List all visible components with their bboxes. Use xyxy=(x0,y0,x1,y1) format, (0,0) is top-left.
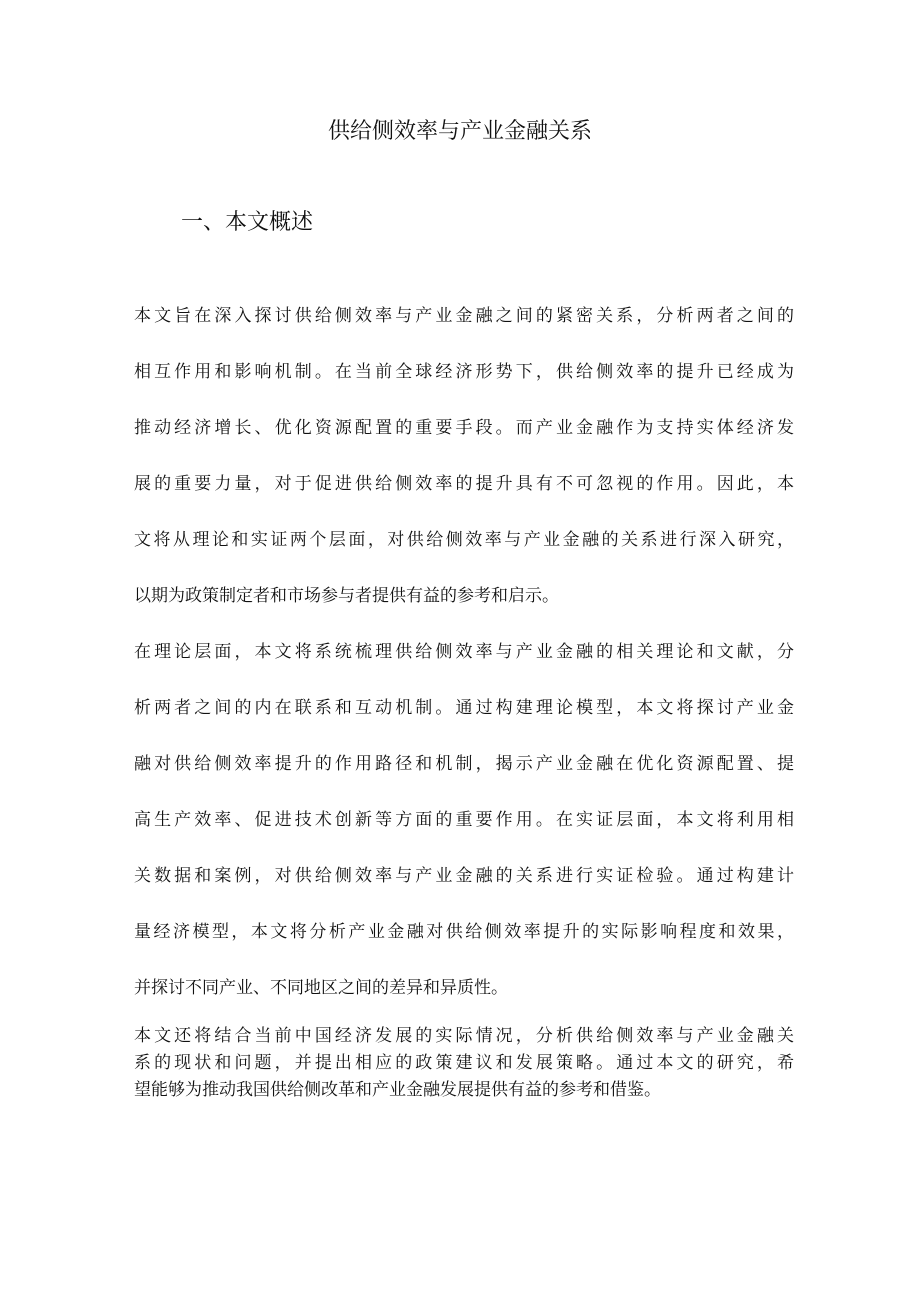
paragraph-line: 推动经济增长、优化资源配置的重要手段。而产业金融作为支持实体经济发 xyxy=(134,418,794,438)
paragraph-line: 融对供给侧效率提升的作用路径和机制，揭示产业金融在优化资源配置、提 xyxy=(134,754,794,774)
paragraph-overview-2 xyxy=(134,624,794,1016)
paragraph-overview-1 xyxy=(134,288,794,624)
paragraph-line: 以期为政策制定者和市场参与者提供有益的参考和启示。 xyxy=(134,586,559,606)
paragraph-line: 关数据和案例，对供给侧效率与产业金融的关系进行实证检验。通过构建计 xyxy=(134,866,794,886)
paragraph-line: 本文还将结合当前中国经济发展的实际情况，分析供给侧效率与产业金融关 xyxy=(134,1026,794,1046)
paragraph-line: 并探讨不同产业、不同地区之间的差异和异质性。 xyxy=(134,978,508,998)
paragraph-line: 量经济模型，本文将分析产业金融对供给侧效率提升的实际影响程度和效果， xyxy=(134,922,794,942)
paragraph-line: 在理论层面，本文将系统梳理供给侧效率与产业金融的相关理论和文献，分 xyxy=(134,642,794,662)
paragraph-overview-3 xyxy=(134,1023,794,1104)
paragraph-line: 析两者之间的内在联系和互动机制。通过构建理论模型，本文将探讨产业金 xyxy=(134,698,794,718)
paragraph-line: 本文旨在深入探讨供给侧效率与产业金融之间的紧密关系，分析两者之间的 xyxy=(134,306,794,326)
paragraph-line: 相互作用和影响机制。在当前全球经济形势下，供给侧效率的提升已经成为 xyxy=(134,362,794,382)
paragraph-line: 文将从理论和实证两个层面，对供给侧效率与产业金融的关系进行深入研究， xyxy=(134,530,794,550)
paragraph-line: 望能够为推动我国供给侧改革和产业金融发展提供有益的参考和借鉴。 xyxy=(134,1080,661,1100)
paragraph-line: 高生产效率、促进技术创新等方面的重要作用。在实证层面，本文将利用相 xyxy=(134,810,794,830)
section-heading: 一、本文概述 xyxy=(181,210,314,235)
paragraph-line: 展的重要力量，对于促进供给侧效率的提升具有不可忽视的作用。因此，本 xyxy=(134,474,794,494)
paragraph-line: 系的现状和问题，并提出相应的政策建议和发展策略。通过本文的研究，希 xyxy=(134,1053,794,1073)
document-title: 供给侧效率与产业金融关系 xyxy=(327,119,592,144)
